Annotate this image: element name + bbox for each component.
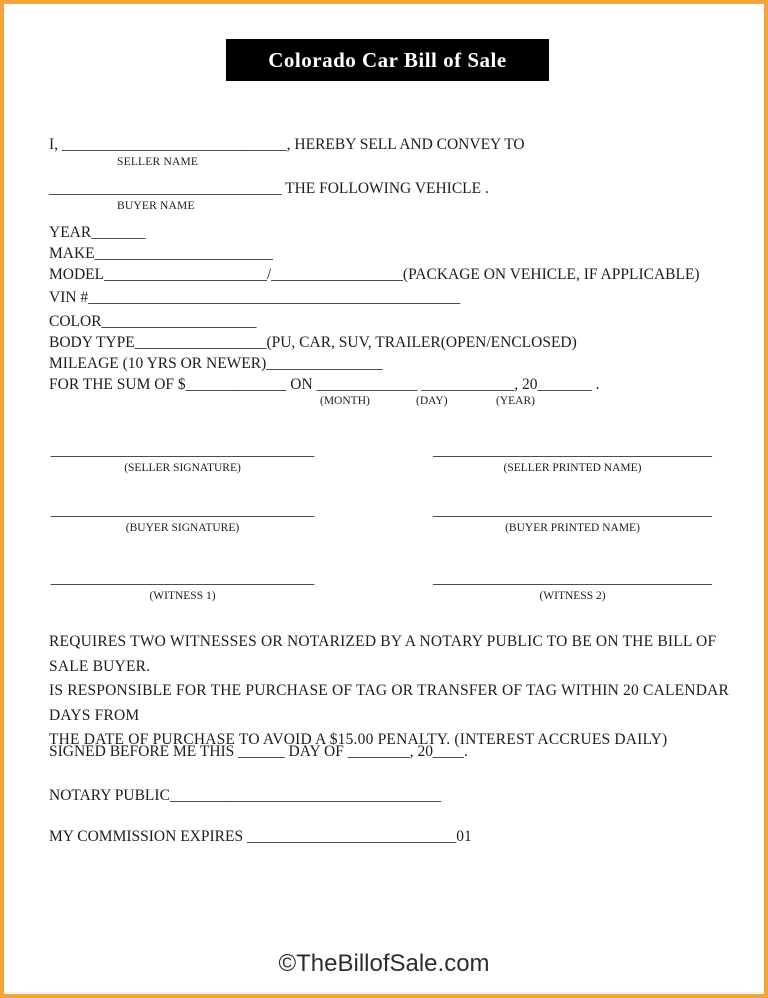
signed-dayof: DAY OF [284,743,348,760]
make-line [49,244,273,263]
body-type-note: (PU, CAR, SUV, TRAILER(OPEN/ENCLOSED) [266,334,577,351]
witness1-line[interactable]: __________________________________ [50,570,315,587]
sum-amount-field[interactable]: _____________ [185,376,287,393]
color-label: COLOR [49,313,102,330]
seller-printed-name-caption: (SELLER PRINTED NAME) [503,462,642,474]
day-caption: (DAY) [416,395,448,407]
witness2-block [431,570,714,602]
seller-line [49,135,525,154]
sum-period: . [591,376,600,393]
sum-year-prefix: , 20 [514,376,538,393]
seller-suffix: , HEREBY SELL AND CONVEY TO [286,136,525,153]
document-title: Colorado Car Bill of Sale [268,47,507,72]
seller-printed-name-block [431,442,714,474]
buyer-printed-name-caption: (BUYER PRINTED NAME) [505,522,640,534]
buyer-line [49,179,489,198]
sale-year-field[interactable]: _______ [537,376,592,393]
model-package-field[interactable]: _________________ [271,266,403,283]
color-field[interactable]: ____________________ [101,313,257,330]
year-line [49,223,145,242]
buyer-printed-name-block [431,502,714,534]
body-type-label: BODY TYPE [49,334,135,351]
mileage-label: MILEAGE (10 YRS OR NEWER) [49,355,267,372]
notary-month-field[interactable]: ________ [347,743,410,760]
body-type-line [49,333,577,352]
buyer-signature-line[interactable]: __________________________________ [50,502,315,519]
year-caption: (YEAR) [496,395,535,407]
seller-prefix: I, [49,136,62,153]
vin-label: VIN # [49,289,89,306]
commission-suffix: 01 [456,828,472,845]
sum-caption-row [49,392,729,408]
footer-credit: ©TheBillofSale.com [278,950,490,977]
model-note: (PACKAGE ON VEHICLE, IF APPLICABLE) [402,266,700,283]
buyer-printed-name-line[interactable]: ____________________________________ [433,502,712,519]
notary-public-label: NOTARY PUBLIC [49,787,170,804]
witness2-caption: (WITNESS 2) [539,590,606,602]
seller-name-field[interactable]: _____________________________ [61,136,287,153]
seller-printed-name-line[interactable]: ____________________________________ [433,442,712,459]
make-label: MAKE [49,245,95,262]
year-label: YEAR [49,224,92,241]
witness-notice-paragraph [49,630,749,753]
buyer-signature-caption: (BUYER SIGNATURE) [125,522,240,534]
title-banner [226,39,549,81]
notary-day-field[interactable]: ______ [238,743,285,760]
seller-signature-block [49,442,316,474]
notice-line-2: IS RESPONSIBLE FOR THE PURCHASE OF TAG OR TRANSFER OF TAG WITHIN 20 CALENDAR DAYS FROM [49,682,730,724]
notary-public-line [49,786,441,805]
model-label: MODEL [49,266,105,283]
witness1-caption: (WITNESS 1) [149,590,216,602]
seller-name-caption: SELLER NAME [117,156,199,168]
notice-line-3: THE DATE OF PURCHASE TO AVOID A $15.00 PENALTY. (INTEREST ACCRUES DAILY) [49,731,668,748]
sum-on: ON [286,376,317,393]
buyer-suffix: THE FOLLOWING VEHICLE . [281,180,489,197]
signed-period: . [463,743,468,760]
sale-month-field[interactable]: _____________ [316,376,418,393]
month-caption: (MONTH) [320,395,370,407]
model-line [49,265,700,284]
signed-before-line [49,742,468,761]
vin-field[interactable]: ________________________________________________ [88,289,461,306]
color-line [49,312,257,331]
year-field[interactable]: _______ [91,224,146,241]
witness2-line[interactable]: ____________________________________ [433,570,712,587]
seller-signature-line[interactable]: __________________________________ [50,442,315,459]
mileage-line [49,354,383,373]
commission-label: MY COMMISSION EXPIRES [49,828,247,845]
seller-signature-caption: (SELLER SIGNATURE) [124,462,241,474]
vin-line [49,288,460,307]
model-slash: / [266,266,272,283]
signed-year-prefix: , 20 [409,743,433,760]
make-field[interactable]: _______________________ [94,245,273,262]
sale-day-field[interactable]: ____________ [421,376,515,393]
body-type-field[interactable]: _________________ [134,334,267,351]
buyer-name-caption: BUYER NAME [117,200,195,212]
model-field[interactable]: _____________________ [104,266,267,283]
notary-year-field[interactable]: ____ [432,743,464,760]
mileage-field[interactable]: _______________ [266,355,383,372]
witness1-block [49,570,316,602]
notary-public-field[interactable]: ___________________________________ [169,787,442,804]
commission-expires-field[interactable]: ___________________________ [246,828,457,845]
sum-label: FOR THE SUM OF $ [49,376,186,393]
footer-divider [4,992,764,993]
signed-prefix: SIGNED BEFORE ME THIS [49,743,239,760]
notice-line-1: REQUIRES TWO WITNESSES OR NOTARIZED BY A NOTARY PUBLIC TO BE ON THE BILL OF SALE BUYER. [49,633,717,675]
buyer-signature-block [49,502,316,534]
commission-line [49,827,472,846]
buyer-name-field[interactable]: ______________________________ [49,180,282,197]
